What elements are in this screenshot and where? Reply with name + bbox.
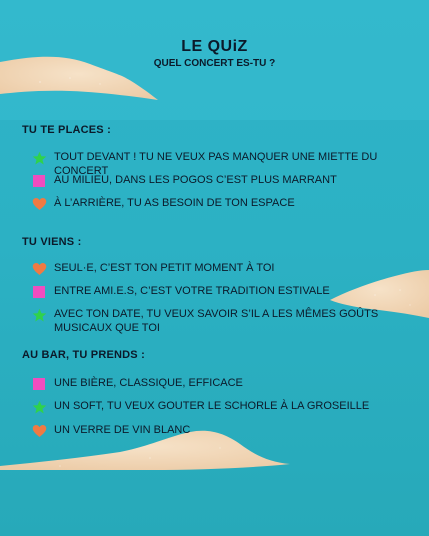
heart-icon — [31, 423, 47, 439]
header — [0, 38, 429, 70]
heart-icon — [31, 261, 47, 277]
option-bar-soft[interactable] — [31, 399, 421, 415]
option-bar-wine[interactable] — [31, 423, 421, 439]
option-label: SEUL·E, C’EST TON PETIT MOMENT À TOI — [54, 262, 275, 274]
section-heading-bar: AU BAR, TU PRENDS : — [22, 349, 145, 361]
option-label: UN VERRE DE VIN BLANC — [54, 424, 191, 436]
option-company-date[interactable] — [31, 307, 401, 335]
square-icon — [31, 173, 47, 189]
option-label: AVEC TON DATE, TU VEUX SAVOIR S’IL A LES MÊMES GOÛTS MUSICAUX QUE TOI — [54, 308, 379, 334]
section-heading-company: TU VIENS : — [22, 236, 82, 248]
option-label: TOUT DEVANT ! TU NE VEUX PAS MANQUER UNE MIETTE DU CONCERT — [54, 151, 378, 177]
option-company-alone[interactable] — [31, 261, 421, 277]
square-icon — [31, 376, 47, 392]
option-label: UN SOFT, TU VEUX GOUTER LE SCHORLE À LA GROSEILLE — [54, 400, 370, 412]
option-bar-beer[interactable] — [31, 376, 421, 392]
option-label: ENTRE AMI.E.S, C’EST VOTRE TRADITION ESTIVALE — [54, 285, 330, 297]
option-company-friends[interactable] — [31, 284, 421, 300]
page-title: LE QUiZ — [181, 38, 248, 55]
section-heading-placement: TU TE PLACES : — [22, 124, 111, 136]
heart-icon — [31, 196, 47, 212]
option-placement-back[interactable] — [31, 196, 421, 212]
star-icon — [31, 150, 47, 166]
option-label: À L’ARRIÈRE, TU AS BESOIN DE TON ESPACE — [54, 197, 295, 209]
page-subtitle: QUEL CONCERT ES-TU ? — [153, 58, 276, 69]
star-icon — [31, 307, 47, 323]
option-label: AU MILIEU, DANS LES POGOS C’EST PLUS MARRANT — [54, 174, 337, 186]
option-label: UNE BIÈRE, CLASSIQUE, EFFICACE — [54, 377, 243, 389]
square-icon — [31, 284, 47, 300]
option-placement-middle[interactable] — [31, 173, 421, 189]
star-icon — [31, 399, 47, 415]
